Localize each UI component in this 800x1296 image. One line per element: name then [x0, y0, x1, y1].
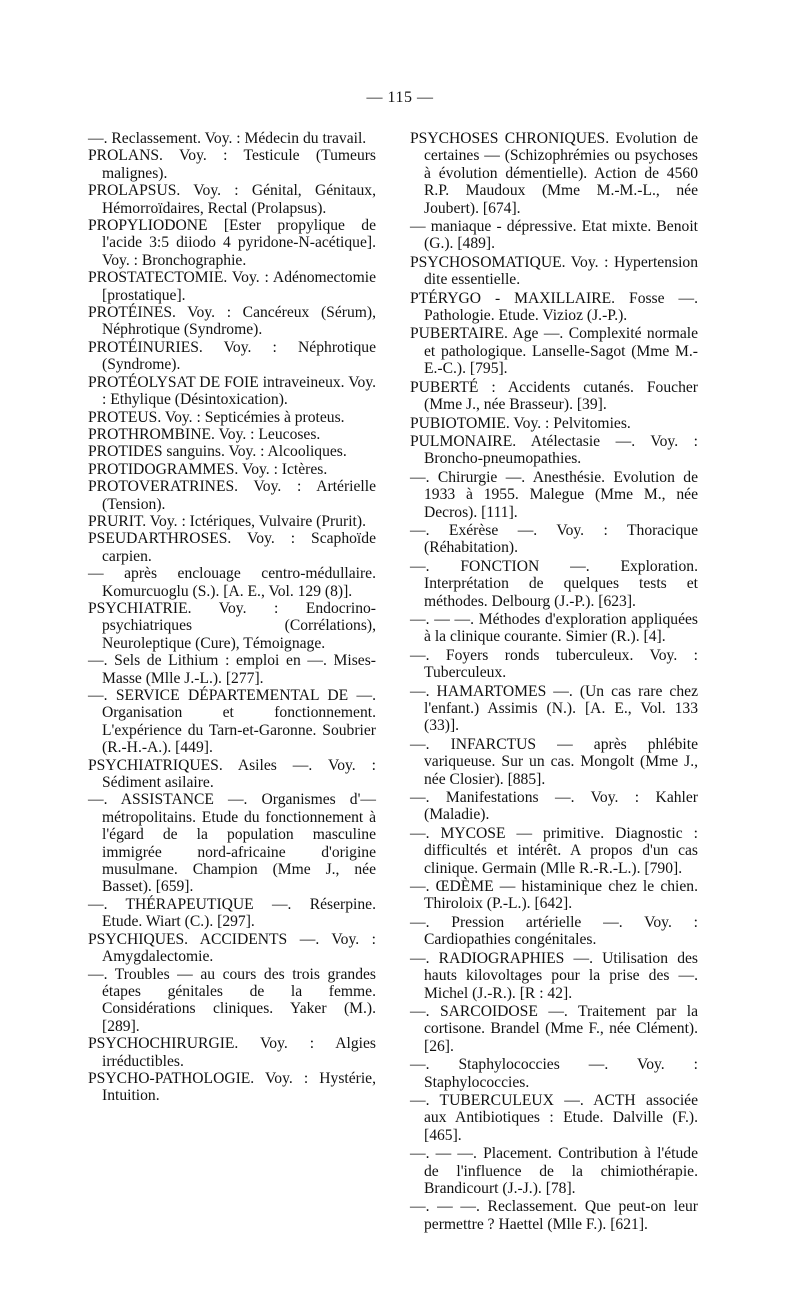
index-entry: —. SARCOIDOSE —. Traitement par la cortisone. Brandel (Mme F., née Clément). [26].	[410, 1002, 698, 1055]
index-entry: PROLANS. Voy. : Testicule (Tumeurs malignes).	[88, 147, 376, 182]
index-entry: —. HAMARTOMES —. (Un cas rare chez l'enfant.) Assimis (N.). [A. E., Vol. 133 (33)].	[410, 682, 698, 735]
index-entry: —. THÉRAPEUTIQUE —. Réserpine. Etude. Wiart (C.). [297].	[88, 895, 376, 931]
index-entry: PSYCHOCHIRURGIE. Voy. : Algies irréductibles.	[88, 1035, 376, 1070]
index-entry: PROTIDOGRAMMES. Voy. : Ictères.	[88, 460, 328, 478]
index-entry: —. Exérèse —. Voy. : Thoracique (Réhabitation).	[410, 521, 698, 557]
index-entry: PUBIOTOMIE. Voy. : Pelvitomies.	[410, 414, 631, 432]
index-entry: PROTÉINURIES. Voy. : Néphrotique (Syndrome).	[88, 338, 376, 374]
index-entry: —. — —. Placement. Contribution à l'étude de l'influence de la chimiothérapie. Brandicourt (J.-J.). [78].	[410, 1145, 698, 1197]
index-entry: PROTHROMBINE. Voy. : Leucoses.	[88, 425, 321, 443]
index-entry: PUBERTÉ : Accidents cutanés. Foucher (Mme J., née Brasseur). [39].	[410, 378, 698, 414]
index-entry: —. — —. Méthodes d'exploration appliquées à la clinique courante. Simier (R.). [4].	[410, 610, 698, 646]
index-entry: —. Staphylococcies —. Voy. : Staphylococcies.	[410, 1056, 698, 1091]
index-entry: —. Pression artérielle —. Voy. : Cardiopathies congénitales.	[410, 913, 698, 949]
index-entry: PROTÉINES. Voy. : Cancéreux (Sérum), Néphrotique (Syndrome).	[88, 304, 376, 339]
index-entry: PROLAPSUS. Voy. : Génital, Génitaux, Hémorroïdaires, Rectal (Prolapsus).	[88, 182, 376, 217]
index-entry: —. FONCTION —. Exploration. Interprétation de quelques tests et méthodes. Delbourg (J.-P.). [623].	[410, 557, 698, 610]
index-entry: — après enclouage centro-médullaire. Komurcuoglu (S.). [A. E., Vol. 129 (8)].	[88, 565, 376, 600]
index-entry: —. Sels de Lithium : emploi en —. Mises-Masse (Mlle J.-L.). [277].	[88, 652, 376, 687]
index-entry: PSYCHOSOMATIQUE. Voy. : Hypertension dite essentielle.	[410, 253, 698, 289]
index-entry: PSYCHIATRIQUES. Asiles —. Voy. : Sédiment asilaire.	[88, 756, 376, 792]
index-entry: PROTOVERATRINES. Voy. : Artérielle (Tension).	[88, 478, 376, 513]
index-entry: —. ASSISTANCE —. Organismes d'— métropolitains. Etude du fonctionnement à l'égard de la population masculine immigrée nord-africaine d'origine musulmane. Champion (Mme J., née Basset). [659].	[88, 791, 376, 896]
index-entry: —. Manifestations —. Voy. : Kahler (Maladie).	[410, 789, 698, 824]
index-entry: PTÉRYGO - MAXILLAIRE. Fosse —. Pathologie. Etude. Vizioz (J.-P.).	[410, 289, 698, 325]
index-entry: PRURIT. Voy. : Ictériques, Vulvaire (Prurit).	[88, 512, 366, 530]
index-entry: PSYCHO-PATHOLOGIE. Voy. : Hystérie, Intuition.	[88, 1069, 376, 1105]
page-number: — 115 —	[366, 89, 434, 106]
index-entry: PROTIDES sanguins. Voy. : Alcooliques.	[88, 443, 347, 461]
index-entry: —. ŒDÈME — histaminique chez le chien. Thiroloix (P.-L.). [642].	[410, 878, 698, 913]
index-entry: — maniaque - dépressive. Etat mixte. Benoit (G.). [489].	[410, 218, 698, 253]
index-entry: PSYCHOSES CHRONIQUES. Evolution de certaines — (Schizophrémies ou psychoses à évolution démentielle). Action de 4560 R.P. Maudoux (Mme M.-M.-L., née Joubert). [674].	[410, 130, 698, 217]
index-entry: —. RADIOGRAPHIES —. Utilisation des hauts kilovoltages pour la prise des —. Michel (J.-R.). [R : 42].	[410, 949, 698, 1002]
index-entry: PROSTATECTOMIE. Voy. : Adénomectomie [prostatique].	[88, 269, 376, 304]
index-entry: PUBERTAIRE. Age —. Complexité normale et pathologique. Lanselle-Sagot (Mme M.-E.-C.). [795].	[410, 325, 698, 378]
index-entry: PSEUDARTHROSES. Voy. : Scaphoïde carpien.	[88, 530, 376, 565]
index-entry: PULMONAIRE. Atélectasie —. Voy. : Broncho-pneumopathies.	[410, 432, 698, 468]
index-entry: PROTEUS. Voy. : Septicémies à proteus.	[88, 408, 345, 426]
index-entry: —. Chirurgie —. Anesthésie. Evolution de 1933 à 1955. Malegue (Mme M., née Decros). [111].	[410, 468, 698, 521]
index-entry: PROTÉOLYSAT DE FOIE intraveineux. Voy. : Ethylique (Désintoxication).	[88, 373, 376, 409]
index-entry: —. SERVICE DÉPARTEMENTAL DE —. Organisation et fonctionnement. L'expérience du Tarn-et-Garonne. Soubrier (R.-H.-A.). [449].	[88, 687, 376, 757]
index-entry: —. TUBERCULEUX —. ACTH associée aux Antibiotiques : Etude. Dalville (F.). [465].	[410, 1091, 698, 1144]
index-entry: —. — —. Reclassement. Que peut-on leur permettre ? Haettel (Mlle F.). [621].	[410, 1198, 698, 1233]
index-entry: PROPYLIODONE [Ester propylique de l'acide 3:5 diiodo 4 pyridone-N-acétique]. Voy. : Bronchographie.	[88, 217, 376, 269]
index-entry: PSYCHIQUES. ACCIDENTS —. Voy. : Amygdalectomie.	[88, 930, 376, 966]
left-column	[88, 130, 376, 1105]
index-entry: —. Reclassement. Voy. : Médecin du travail.	[88, 130, 367, 147]
index-entry: PSYCHIATRIE. Voy. : Endocrino-psychiatriques (Corrélations), Neuroleptique (Cure), Témoignage.	[88, 599, 376, 652]
index-entry: —. MYCOSE — primitive. Diagnostic : difficultés et intérêt. A propos d'un cas clinique. Germain (Mlle R.-R.-L.). [790].	[410, 824, 698, 877]
index-entry: —. Foyers ronds tuberculeux. Voy. : Tuberculeux.	[410, 646, 698, 682]
right-column	[410, 130, 698, 1234]
index-entry: —. INFARCTUS — après phlébite variqueuse. Sur un cas. Mongolt (Mme J., née Closier). [885].	[410, 735, 698, 788]
index-entry: —. Troubles — au cours des trois grandes étapes génitales de la femme. Considérations cliniques. Yaker (M.). [289].	[88, 965, 376, 1035]
